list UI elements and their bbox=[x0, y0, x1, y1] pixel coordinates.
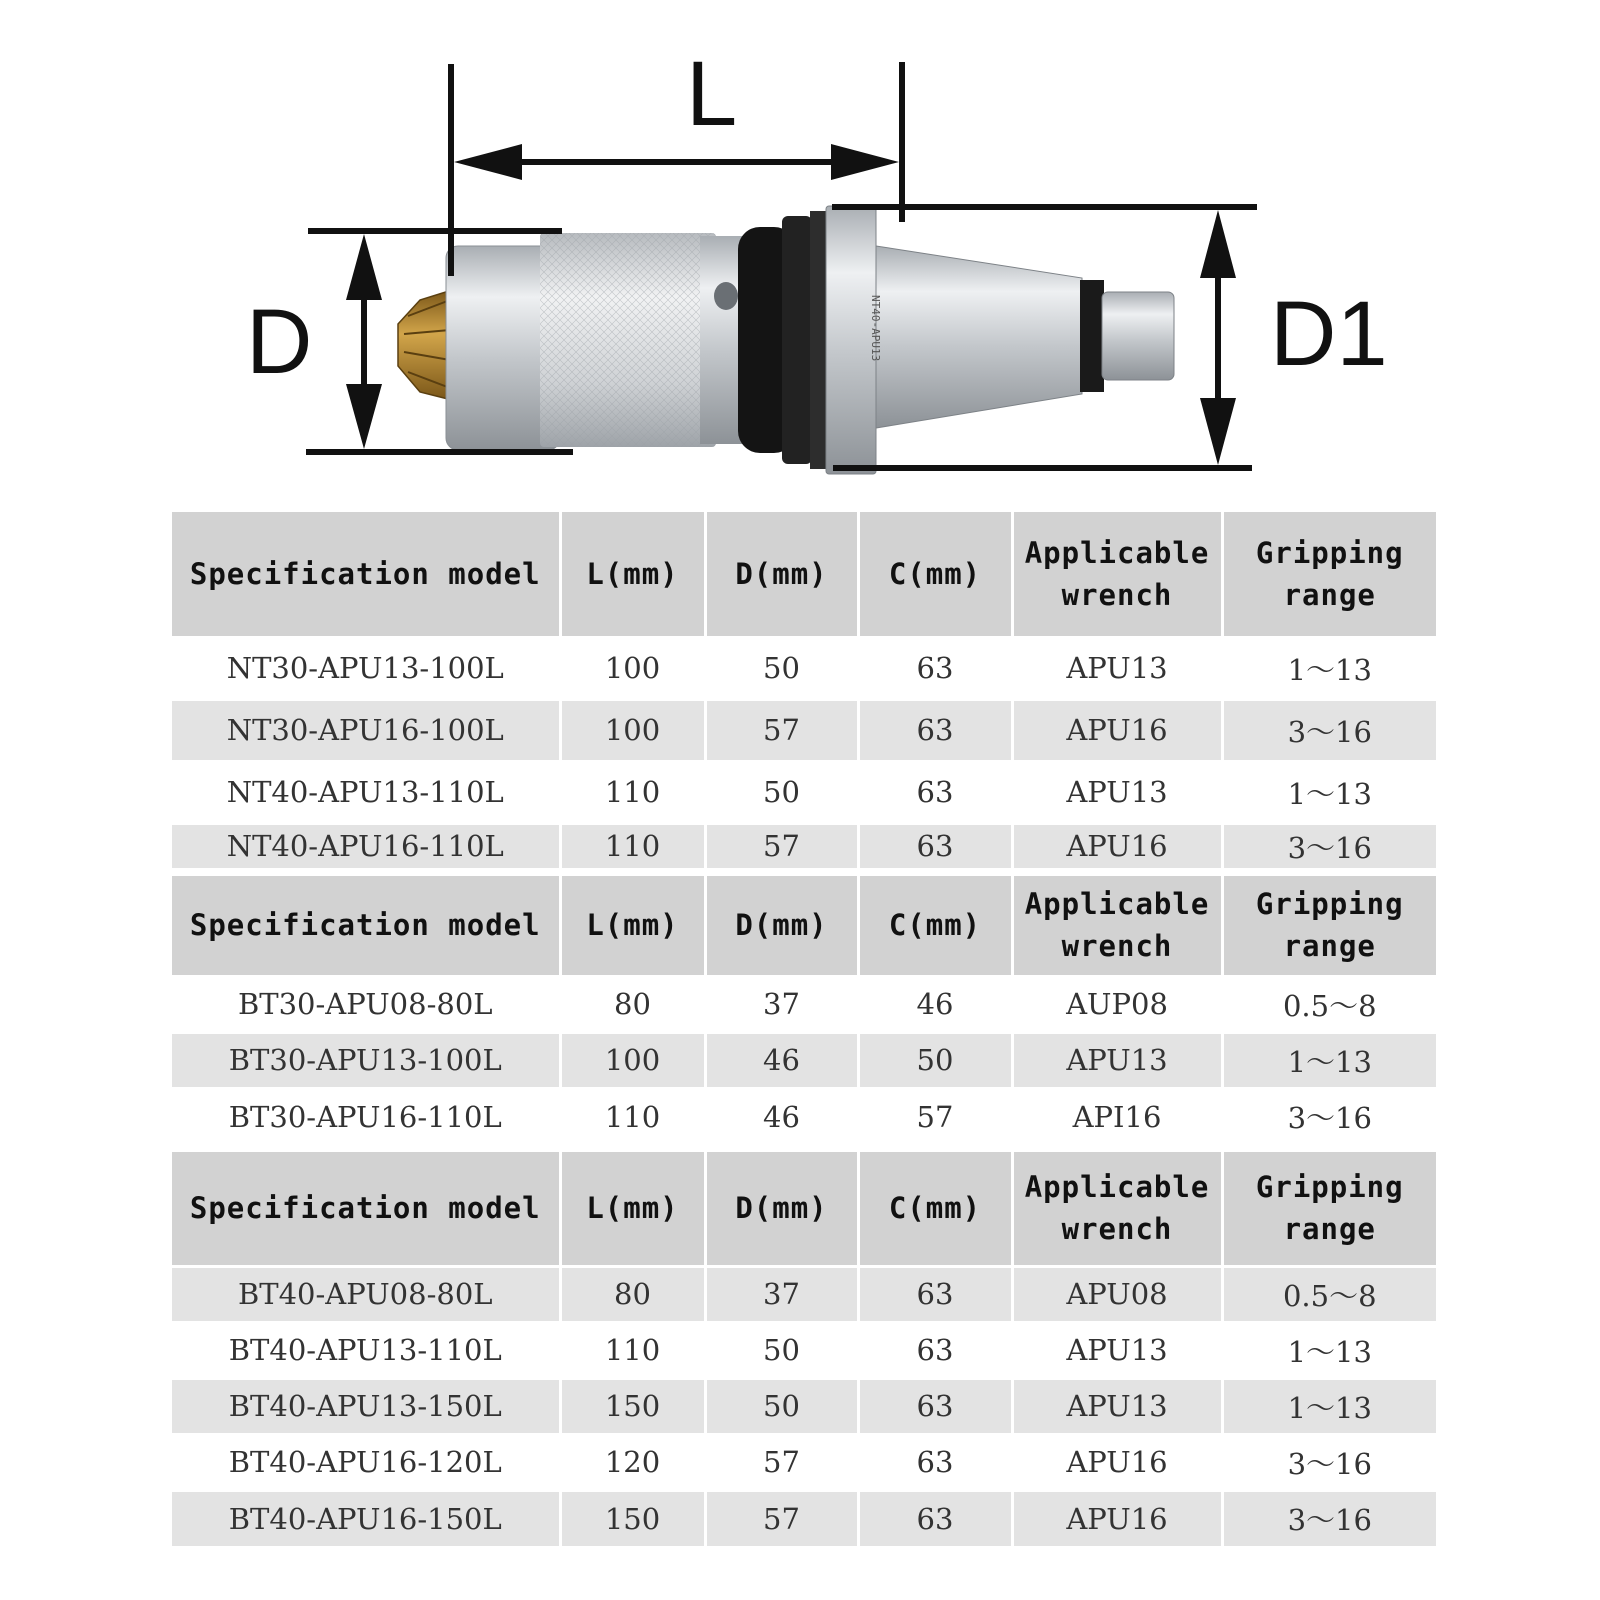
cell-range: 3～16 bbox=[1222, 1088, 1436, 1144]
cell-c: 63 bbox=[858, 1434, 1012, 1490]
wrench-hole-icon bbox=[714, 282, 738, 310]
cell-model: BT30-APU16-110L bbox=[172, 1088, 560, 1144]
cell-wrench: APU13 bbox=[1012, 1032, 1222, 1088]
spec-table-nt bbox=[172, 512, 1436, 868]
tool-marking-text: NT40-APU13 bbox=[869, 295, 882, 362]
table-header-row bbox=[172, 512, 1436, 637]
header-c: C(mm) bbox=[858, 512, 1012, 637]
cell-model: BT40-APU08-80L bbox=[172, 1266, 560, 1322]
cell-wrench: APU16 bbox=[1012, 823, 1222, 868]
cell-range: 3～16 bbox=[1222, 823, 1436, 868]
cell-range: 3～16 bbox=[1222, 699, 1436, 761]
cell-model: BT40-APU13-150L bbox=[172, 1378, 560, 1434]
cell-range: 0.5～8 bbox=[1222, 1266, 1436, 1322]
cell-wrench: APU13 bbox=[1012, 1378, 1222, 1434]
cell-c: 63 bbox=[858, 1266, 1012, 1322]
cell-range: 1～13 bbox=[1222, 1378, 1436, 1434]
cell-l: 100 bbox=[560, 637, 705, 699]
cell-l: 150 bbox=[560, 1490, 705, 1546]
retaining-ring bbox=[738, 211, 830, 469]
header-l: L(mm) bbox=[560, 1152, 705, 1266]
taper-shank bbox=[826, 206, 1174, 474]
header-wrench: Applicable wrench bbox=[1012, 876, 1222, 976]
cell-wrench: APU08 bbox=[1012, 1266, 1222, 1322]
cell-d: 57 bbox=[705, 699, 858, 761]
cell-model: NT40-APU16-110L bbox=[172, 823, 560, 868]
dimension-label-d1: D1 bbox=[1270, 283, 1388, 385]
header-l: L(mm) bbox=[560, 876, 705, 976]
table-row bbox=[172, 1088, 1436, 1144]
cell-range: 1～13 bbox=[1222, 1322, 1436, 1378]
cell-model: BT30-APU13-100L bbox=[172, 1032, 560, 1088]
table-header-row bbox=[172, 876, 1436, 976]
table-row bbox=[172, 1032, 1436, 1088]
cell-d: 37 bbox=[705, 976, 858, 1032]
table-header-row bbox=[172, 1152, 1436, 1266]
cell-d: 46 bbox=[705, 1088, 858, 1144]
cell-c: 63 bbox=[858, 761, 1012, 823]
cell-d: 57 bbox=[705, 1490, 858, 1546]
cell-l: 120 bbox=[560, 1434, 705, 1490]
cell-d: 57 bbox=[705, 1434, 858, 1490]
cell-d: 50 bbox=[705, 1378, 858, 1434]
cell-c: 63 bbox=[858, 699, 1012, 761]
cell-l: 150 bbox=[560, 1378, 705, 1434]
cell-l: 100 bbox=[560, 1032, 705, 1088]
cell-d: 57 bbox=[705, 823, 858, 868]
cell-l: 80 bbox=[560, 976, 705, 1032]
table-row bbox=[172, 1490, 1436, 1546]
header-wrench: Applicable wrench bbox=[1012, 1152, 1222, 1266]
cell-c: 63 bbox=[858, 1490, 1012, 1546]
table-row bbox=[172, 1378, 1436, 1434]
table-row bbox=[172, 637, 1436, 699]
header-spec-model: Specification model bbox=[172, 1152, 560, 1266]
cell-wrench: APU16 bbox=[1012, 1434, 1222, 1490]
cell-l: 110 bbox=[560, 1322, 705, 1378]
chuck-dimension-drawing bbox=[0, 0, 1600, 500]
cell-range: 0.5～8 bbox=[1222, 976, 1436, 1032]
cell-model: NT30-APU13-100L bbox=[172, 637, 560, 699]
cell-c: 57 bbox=[858, 1088, 1012, 1144]
spec-table-bt40 bbox=[172, 1152, 1436, 1546]
header-c: C(mm) bbox=[858, 876, 1012, 976]
table-row bbox=[172, 823, 1436, 868]
spec-table-bt30 bbox=[172, 876, 1436, 1144]
header-range: Gripping range bbox=[1222, 1152, 1436, 1266]
cell-wrench: API16 bbox=[1012, 1088, 1222, 1144]
cell-d: 50 bbox=[705, 1322, 858, 1378]
cell-model: NT30-APU16-100L bbox=[172, 699, 560, 761]
cell-wrench: APU13 bbox=[1012, 637, 1222, 699]
cell-c: 63 bbox=[858, 1322, 1012, 1378]
cell-model: BT40-APU13-110L bbox=[172, 1322, 560, 1378]
cell-l: 110 bbox=[560, 1088, 705, 1144]
cell-c: 50 bbox=[858, 1032, 1012, 1088]
table-row bbox=[172, 761, 1436, 823]
header-spec-model: Specification model bbox=[172, 512, 560, 637]
table-row bbox=[172, 1266, 1436, 1322]
cell-range: 1～13 bbox=[1222, 637, 1436, 699]
header-range: Gripping range bbox=[1222, 512, 1436, 637]
header-d: D(mm) bbox=[705, 876, 858, 976]
cell-l: 110 bbox=[560, 823, 705, 868]
collet-jaws bbox=[398, 290, 452, 400]
table-row bbox=[172, 699, 1436, 761]
cell-d: 50 bbox=[705, 637, 858, 699]
cell-model: NT40-APU13-110L bbox=[172, 761, 560, 823]
table-row bbox=[172, 1322, 1436, 1378]
cell-d: 46 bbox=[705, 1032, 858, 1088]
dimension-label-l: L bbox=[686, 43, 738, 145]
cell-wrench: APU13 bbox=[1012, 761, 1222, 823]
header-range: Gripping range bbox=[1222, 876, 1436, 976]
cell-wrench: AUP08 bbox=[1012, 976, 1222, 1032]
dimension-label-d: D bbox=[246, 291, 313, 393]
cell-c: 63 bbox=[858, 823, 1012, 868]
cell-c: 46 bbox=[858, 976, 1012, 1032]
cell-l: 100 bbox=[560, 699, 705, 761]
cell-c: 63 bbox=[858, 1378, 1012, 1434]
header-c: C(mm) bbox=[858, 1152, 1012, 1266]
cell-wrench: APU13 bbox=[1012, 1322, 1222, 1378]
header-spec-model: Specification model bbox=[172, 876, 560, 976]
cell-wrench: APU16 bbox=[1012, 1490, 1222, 1546]
header-l: L(mm) bbox=[560, 512, 705, 637]
cell-d: 50 bbox=[705, 761, 858, 823]
cell-range: 3～16 bbox=[1222, 1490, 1436, 1546]
cell-model: BT40-APU16-120L bbox=[172, 1434, 560, 1490]
cell-range: 3～16 bbox=[1222, 1434, 1436, 1490]
cell-wrench: APU16 bbox=[1012, 699, 1222, 761]
cell-model: BT40-APU16-150L bbox=[172, 1490, 560, 1546]
cell-range: 1～13 bbox=[1222, 761, 1436, 823]
table-row bbox=[172, 1434, 1436, 1490]
cell-c: 63 bbox=[858, 637, 1012, 699]
header-d: D(mm) bbox=[705, 1152, 858, 1266]
cell-model: BT30-APU08-80L bbox=[172, 976, 560, 1032]
cell-d: 37 bbox=[705, 1266, 858, 1322]
header-d: D(mm) bbox=[705, 512, 858, 637]
cell-l: 80 bbox=[560, 1266, 705, 1322]
header-wrench: Applicable wrench bbox=[1012, 512, 1222, 637]
table-row bbox=[172, 976, 1436, 1032]
chuck-body bbox=[446, 233, 744, 450]
cell-range: 1～13 bbox=[1222, 1032, 1436, 1088]
cell-l: 110 bbox=[560, 761, 705, 823]
